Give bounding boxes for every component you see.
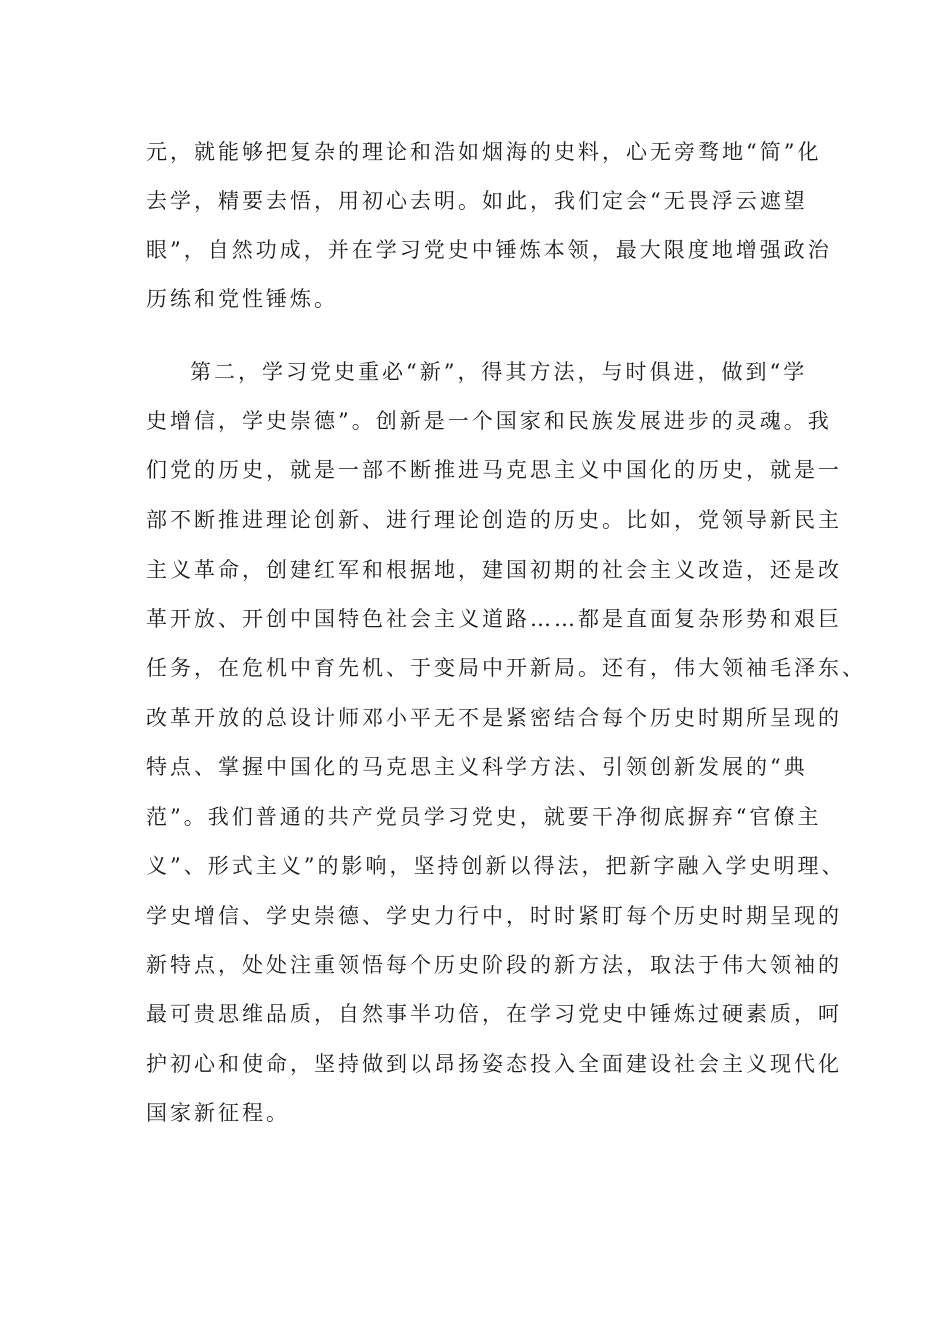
text-line: 历练和党性锤炼。 [146, 287, 338, 311]
text-line: 学史增信、学史崇德、学史力行中，时时紧盯每个历史时期呈现的 [146, 904, 842, 928]
text-line: 新特点，处处注重领悟每个历史阶段的新方法，取法于伟大领袖的 [146, 953, 842, 977]
text-line: 革开放、开创中国特色社会主义道路……都是直面复杂形势和艰巨 [146, 607, 842, 631]
text-line: 去学，精要去悟，用初心去明。如此，我们定会“无畏浮云遮望 [146, 189, 808, 213]
text-line: 范”。我们普通的共产党员学习党史，就要干净彻底摒弃“官僚主 [146, 805, 822, 829]
text-line: 主义革命，创建红军和根据地，建国初期的社会主义改造，还是改 [146, 558, 842, 582]
text-line: 元，就能够把复杂的理论和浩如烟海的史料，心无旁骛地“简”化 [146, 140, 822, 164]
text-line: 改革开放的总设计师邓小平无不是紧密结合每个历史时期所呈现的 [146, 706, 842, 730]
text-line: 第二，学习党史重必“新”，得其方法，与时俱进，做到“学 [190, 360, 808, 384]
text-line: 护初心和使命，坚持做到以昂扬姿态投入全面建设社会主义现代化 [146, 1052, 842, 1076]
text-line: 们党的历史，就是一部不断推进马克思主义中国化的历史，就是一 [146, 458, 842, 482]
text-line: 最可贵思维品质，自然事半功倍，在学习党史中锤炼过硬素质，呵 [146, 1002, 842, 1026]
text-line: 部不断推进理论创新、进行理论创造的历史。比如，党领导新民主 [146, 508, 842, 532]
text-line: 史增信，学史崇德”。创新是一个国家和民族发展进步的灵魂。我 [146, 409, 832, 433]
text-line: 义”、形式主义”的影响，坚持创新以得法，把新字融入学史明理、 [146, 854, 846, 878]
text-line: 任务，在危机中育先机、于变局中开新局。还有，伟大领袖毛泽东、 [146, 656, 866, 680]
text-line: 国家新征程。 [146, 1101, 290, 1125]
text-line: 特点、掌握中国化的马克思主义科学方法、引领创新发展的“典 [146, 755, 808, 779]
text-line: 眼”，自然功成，并在学习党史中锤炼本领，最大限度地增强政治 [146, 238, 832, 262]
